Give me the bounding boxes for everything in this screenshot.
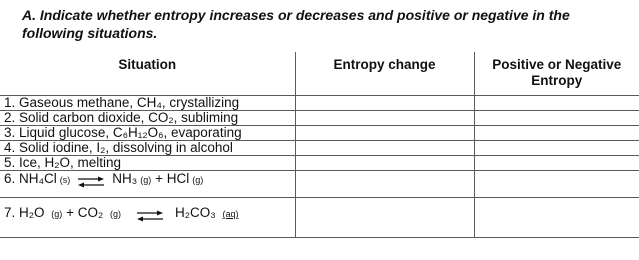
sign-cell[interactable] xyxy=(474,156,639,171)
instruction-line-2: following situations. xyxy=(22,25,158,41)
entropy-change-cell[interactable] xyxy=(295,198,474,238)
header-row xyxy=(0,52,639,96)
plus-sign: + xyxy=(155,171,163,186)
situation-text: Solid carbon dioxide, CO₂, subliming xyxy=(19,110,239,125)
situation-text: Ice, H₂O, melting xyxy=(19,155,122,170)
row-number: 3. xyxy=(4,125,16,140)
table-row xyxy=(0,111,639,126)
situation-text: Liquid glucose, C₆H₁₂O₆, evaporating xyxy=(19,125,242,140)
table-row xyxy=(0,141,639,156)
instructions xyxy=(22,6,637,42)
entropy-change-cell[interactable] xyxy=(295,141,474,156)
row-number: 1. xyxy=(4,95,16,110)
situation-cell xyxy=(0,126,295,141)
sign-cell[interactable] xyxy=(474,96,639,111)
situation-cell xyxy=(0,141,295,156)
situation-cell xyxy=(0,156,295,171)
entropy-change-cell[interactable] xyxy=(295,111,474,126)
reactant-state: (g) xyxy=(51,209,63,219)
entropy-table xyxy=(0,52,639,238)
plus-sign: + xyxy=(66,205,74,220)
product-state: (aq) xyxy=(222,209,239,219)
row-number: 2. xyxy=(4,110,16,125)
table-row xyxy=(0,171,639,198)
row-number: 7. xyxy=(4,205,16,220)
reactant-state: (s) xyxy=(59,175,71,185)
reactant-formula: H₂O xyxy=(19,205,45,220)
table-row xyxy=(0,156,639,171)
situation-cell xyxy=(0,111,295,126)
equilibrium-arrows-icon xyxy=(135,210,165,222)
situation-cell xyxy=(0,198,295,238)
situation-cell xyxy=(0,171,295,198)
sign-cell[interactable] xyxy=(474,111,639,126)
situation-text: Gaseous methane, CH₄, crystallizing xyxy=(19,95,240,110)
header-entropy-change: Entropy change xyxy=(295,52,474,96)
header-posneg-line-2: Entropy xyxy=(531,73,583,88)
row-number: 6. xyxy=(4,171,16,186)
sign-cell[interactable] xyxy=(474,141,639,156)
product-state: (g) xyxy=(192,175,204,185)
sign-cell[interactable] xyxy=(474,126,639,141)
header-posneg-line-1: Positive or Negative xyxy=(492,57,622,72)
header-situation: Situation xyxy=(0,52,295,96)
reactant-formula: NH₄Cl xyxy=(19,171,57,186)
sign-cell[interactable] xyxy=(474,198,639,238)
instruction-line-1: A. Indicate whether entropy increases or decreases and positive or negative in the xyxy=(22,7,570,23)
reaction-equation xyxy=(4,171,203,187)
reaction-equation xyxy=(4,205,239,221)
situation-text: Solid iodine, I₂, dissolving in alcohol xyxy=(19,140,233,155)
row-number: 5. xyxy=(4,155,16,170)
table-row xyxy=(0,96,639,111)
product-state: (g) xyxy=(140,175,152,185)
product-formula: HCl xyxy=(166,171,190,186)
row-number: 4. xyxy=(4,140,16,155)
reactant-state: (g) xyxy=(109,209,121,219)
entropy-change-cell[interactable] xyxy=(295,156,474,171)
product-formula: NH₃ xyxy=(112,171,138,186)
table-row xyxy=(0,126,639,141)
table-row xyxy=(0,198,639,238)
entropy-change-cell[interactable] xyxy=(295,171,474,198)
sign-cell[interactable] xyxy=(474,171,639,198)
reactant-formula: CO₂ xyxy=(77,205,104,220)
equilibrium-arrows-icon xyxy=(76,176,106,188)
entropy-change-cell[interactable] xyxy=(295,126,474,141)
entropy-change-cell[interactable] xyxy=(295,96,474,111)
product-formula: H₂CO₃ xyxy=(174,205,216,220)
header-positive-negative xyxy=(474,52,639,96)
situation-cell xyxy=(0,96,295,111)
